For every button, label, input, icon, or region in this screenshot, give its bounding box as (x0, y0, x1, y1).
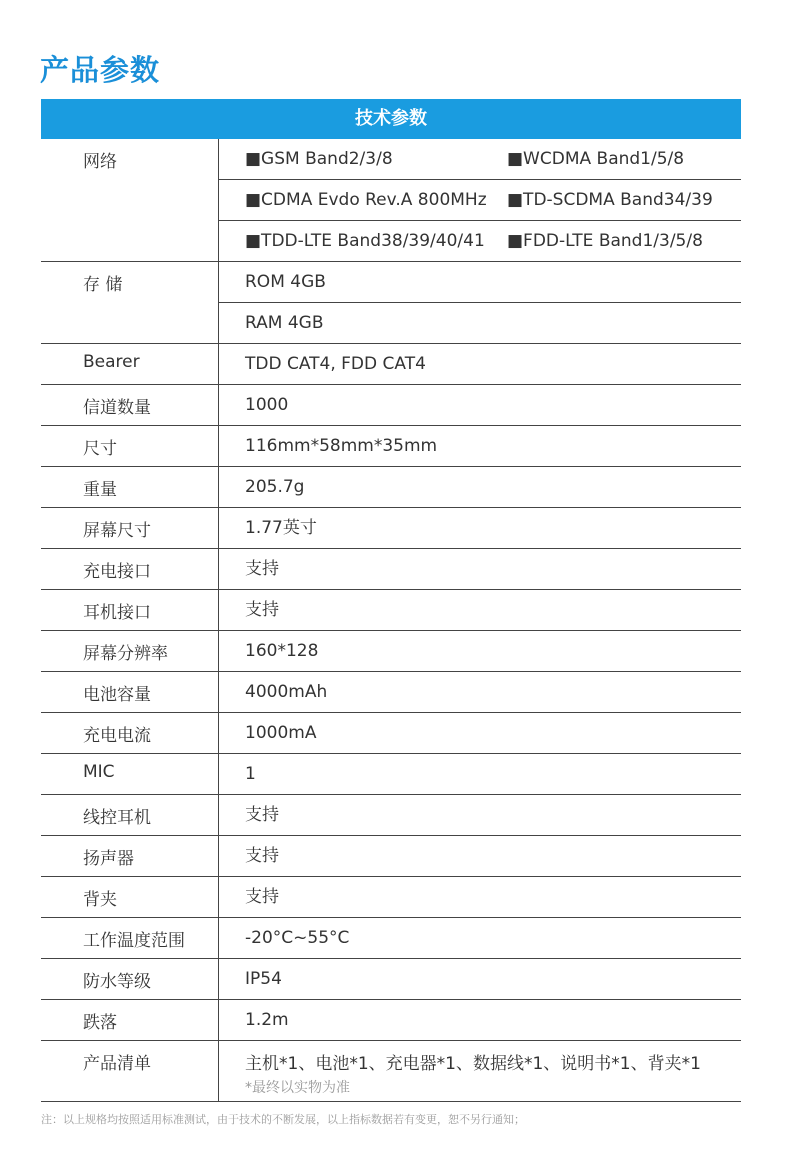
spec-label: 电池容量 (41, 672, 219, 712)
spec-values (219, 959, 741, 999)
spec-label: 耳机接口 (41, 590, 219, 630)
spec-label: 屏幕分辨率 (41, 631, 219, 671)
spec-value: 1.2m (245, 1010, 289, 1030)
spec-value: RAM 4GB (219, 302, 741, 343)
spec-value: 1 (245, 764, 256, 784)
network-band-row (219, 220, 741, 261)
spec-value: 支持 (245, 846, 279, 866)
spec-label: 背夹 (41, 877, 219, 917)
spec-value: 160*128 (245, 641, 319, 661)
spec-row (41, 508, 741, 549)
spec-values (219, 344, 741, 384)
spec-row (41, 631, 741, 672)
network-band-row (219, 139, 741, 179)
spec-label: 重量 (41, 467, 219, 507)
spec-row (41, 590, 741, 631)
spec-label: 信道数量 (41, 385, 219, 425)
spec-row (41, 1000, 741, 1041)
spec-values (219, 508, 741, 548)
spec-values (219, 1000, 741, 1040)
table-header: 技术参数 (41, 99, 741, 139)
spec-values (219, 877, 741, 917)
spec-label: 存 储 (41, 262, 219, 343)
spec-value (219, 1041, 741, 1101)
spec-row (41, 467, 741, 508)
spec-value: ROM 4GB (245, 272, 326, 292)
spec-values (219, 139, 741, 261)
spec-row (41, 836, 741, 877)
spec-value: 4000mAh (245, 682, 328, 702)
spec-values (219, 1041, 741, 1101)
spec-value: 支持 (245, 887, 279, 907)
spec-values (219, 795, 741, 835)
spec-values (219, 426, 741, 466)
spec-values (219, 631, 741, 671)
spec-value: IP54 (245, 969, 282, 989)
spec-row (41, 713, 741, 754)
spec-row (41, 549, 741, 590)
spec-values (219, 262, 741, 343)
spec-label: 产品清单 (41, 1041, 219, 1101)
network-band: ■GSM Band2/3/8 (245, 149, 393, 169)
spec-row (41, 426, 741, 467)
spec-row-package (41, 1041, 741, 1102)
spec-value: 205.7g (245, 477, 305, 497)
spec-row (41, 877, 741, 918)
spec-table (41, 99, 741, 1102)
spec-value: 1000 (245, 395, 289, 415)
spec-value: 支持 (245, 805, 279, 825)
network-band-row (219, 179, 741, 220)
spec-row-storage (41, 262, 741, 344)
spec-value: 1.77英寸 (245, 518, 317, 538)
spec-values (219, 467, 741, 507)
spec-value: -20°C~55°C (245, 928, 350, 948)
spec-row (41, 344, 741, 385)
spec-values (219, 549, 741, 589)
spec-label: 线控耳机 (41, 795, 219, 835)
spec-row (41, 918, 741, 959)
spec-value: 1000mA (245, 723, 317, 743)
spec-label: 防水等级 (41, 959, 219, 999)
spec-label: 工作温度范围 (41, 918, 219, 958)
spec-value: 116mm*58mm*35mm (245, 436, 438, 456)
network-band: ■WCDMA Band1/5/8 (507, 149, 685, 169)
spec-value: 支持 (245, 559, 279, 579)
package-note: *最终以实物为准 (245, 1080, 350, 1096)
spec-values (219, 672, 741, 712)
spec-values (219, 385, 741, 425)
spec-row (41, 385, 741, 426)
footnote: 注：以上规格均按照适用标准测试，由于技术的不断发展，以上指标数据若有变更，恕不另行通知； (41, 1113, 525, 1126)
spec-values (219, 836, 741, 876)
spec-value: TDD CAT4, FDD CAT4 (245, 354, 426, 374)
package-contents: 主机*1、电池*1、充电器*1、数据线*1、说明书*1、背夹*1 (245, 1054, 701, 1074)
spec-label: 跌落 (41, 1000, 219, 1040)
spec-value: 支持 (245, 600, 279, 620)
spec-label: MIC (41, 754, 219, 794)
spec-label: 充电电流 (41, 713, 219, 753)
network-band: ■TD-SCDMA Band34/39 (507, 190, 713, 210)
spec-row (41, 754, 741, 795)
network-band: ■TDD-LTE Band38/39/40/41 (245, 231, 485, 251)
spec-values (219, 713, 741, 753)
spec-label: 屏幕尺寸 (41, 508, 219, 548)
page-title: 产品参数 (40, 53, 161, 87)
spec-values (219, 754, 741, 794)
spec-label: 扬声器 (41, 836, 219, 876)
network-band: ■CDMA Evdo Rev.A 800MHz (245, 190, 487, 210)
spec-values (219, 918, 741, 958)
network-band: ■FDD-LTE Band1/3/5/8 (507, 231, 703, 251)
spec-row (41, 672, 741, 713)
spec-label: 网络 (41, 139, 219, 261)
spec-values (219, 590, 741, 630)
spec-label: 尺寸 (41, 426, 219, 466)
spec-label: Bearer (41, 344, 219, 384)
spec-label: 充电接口 (41, 549, 219, 589)
spec-row-network (41, 139, 741, 262)
spec-row (41, 795, 741, 836)
spec-row (41, 959, 741, 1000)
